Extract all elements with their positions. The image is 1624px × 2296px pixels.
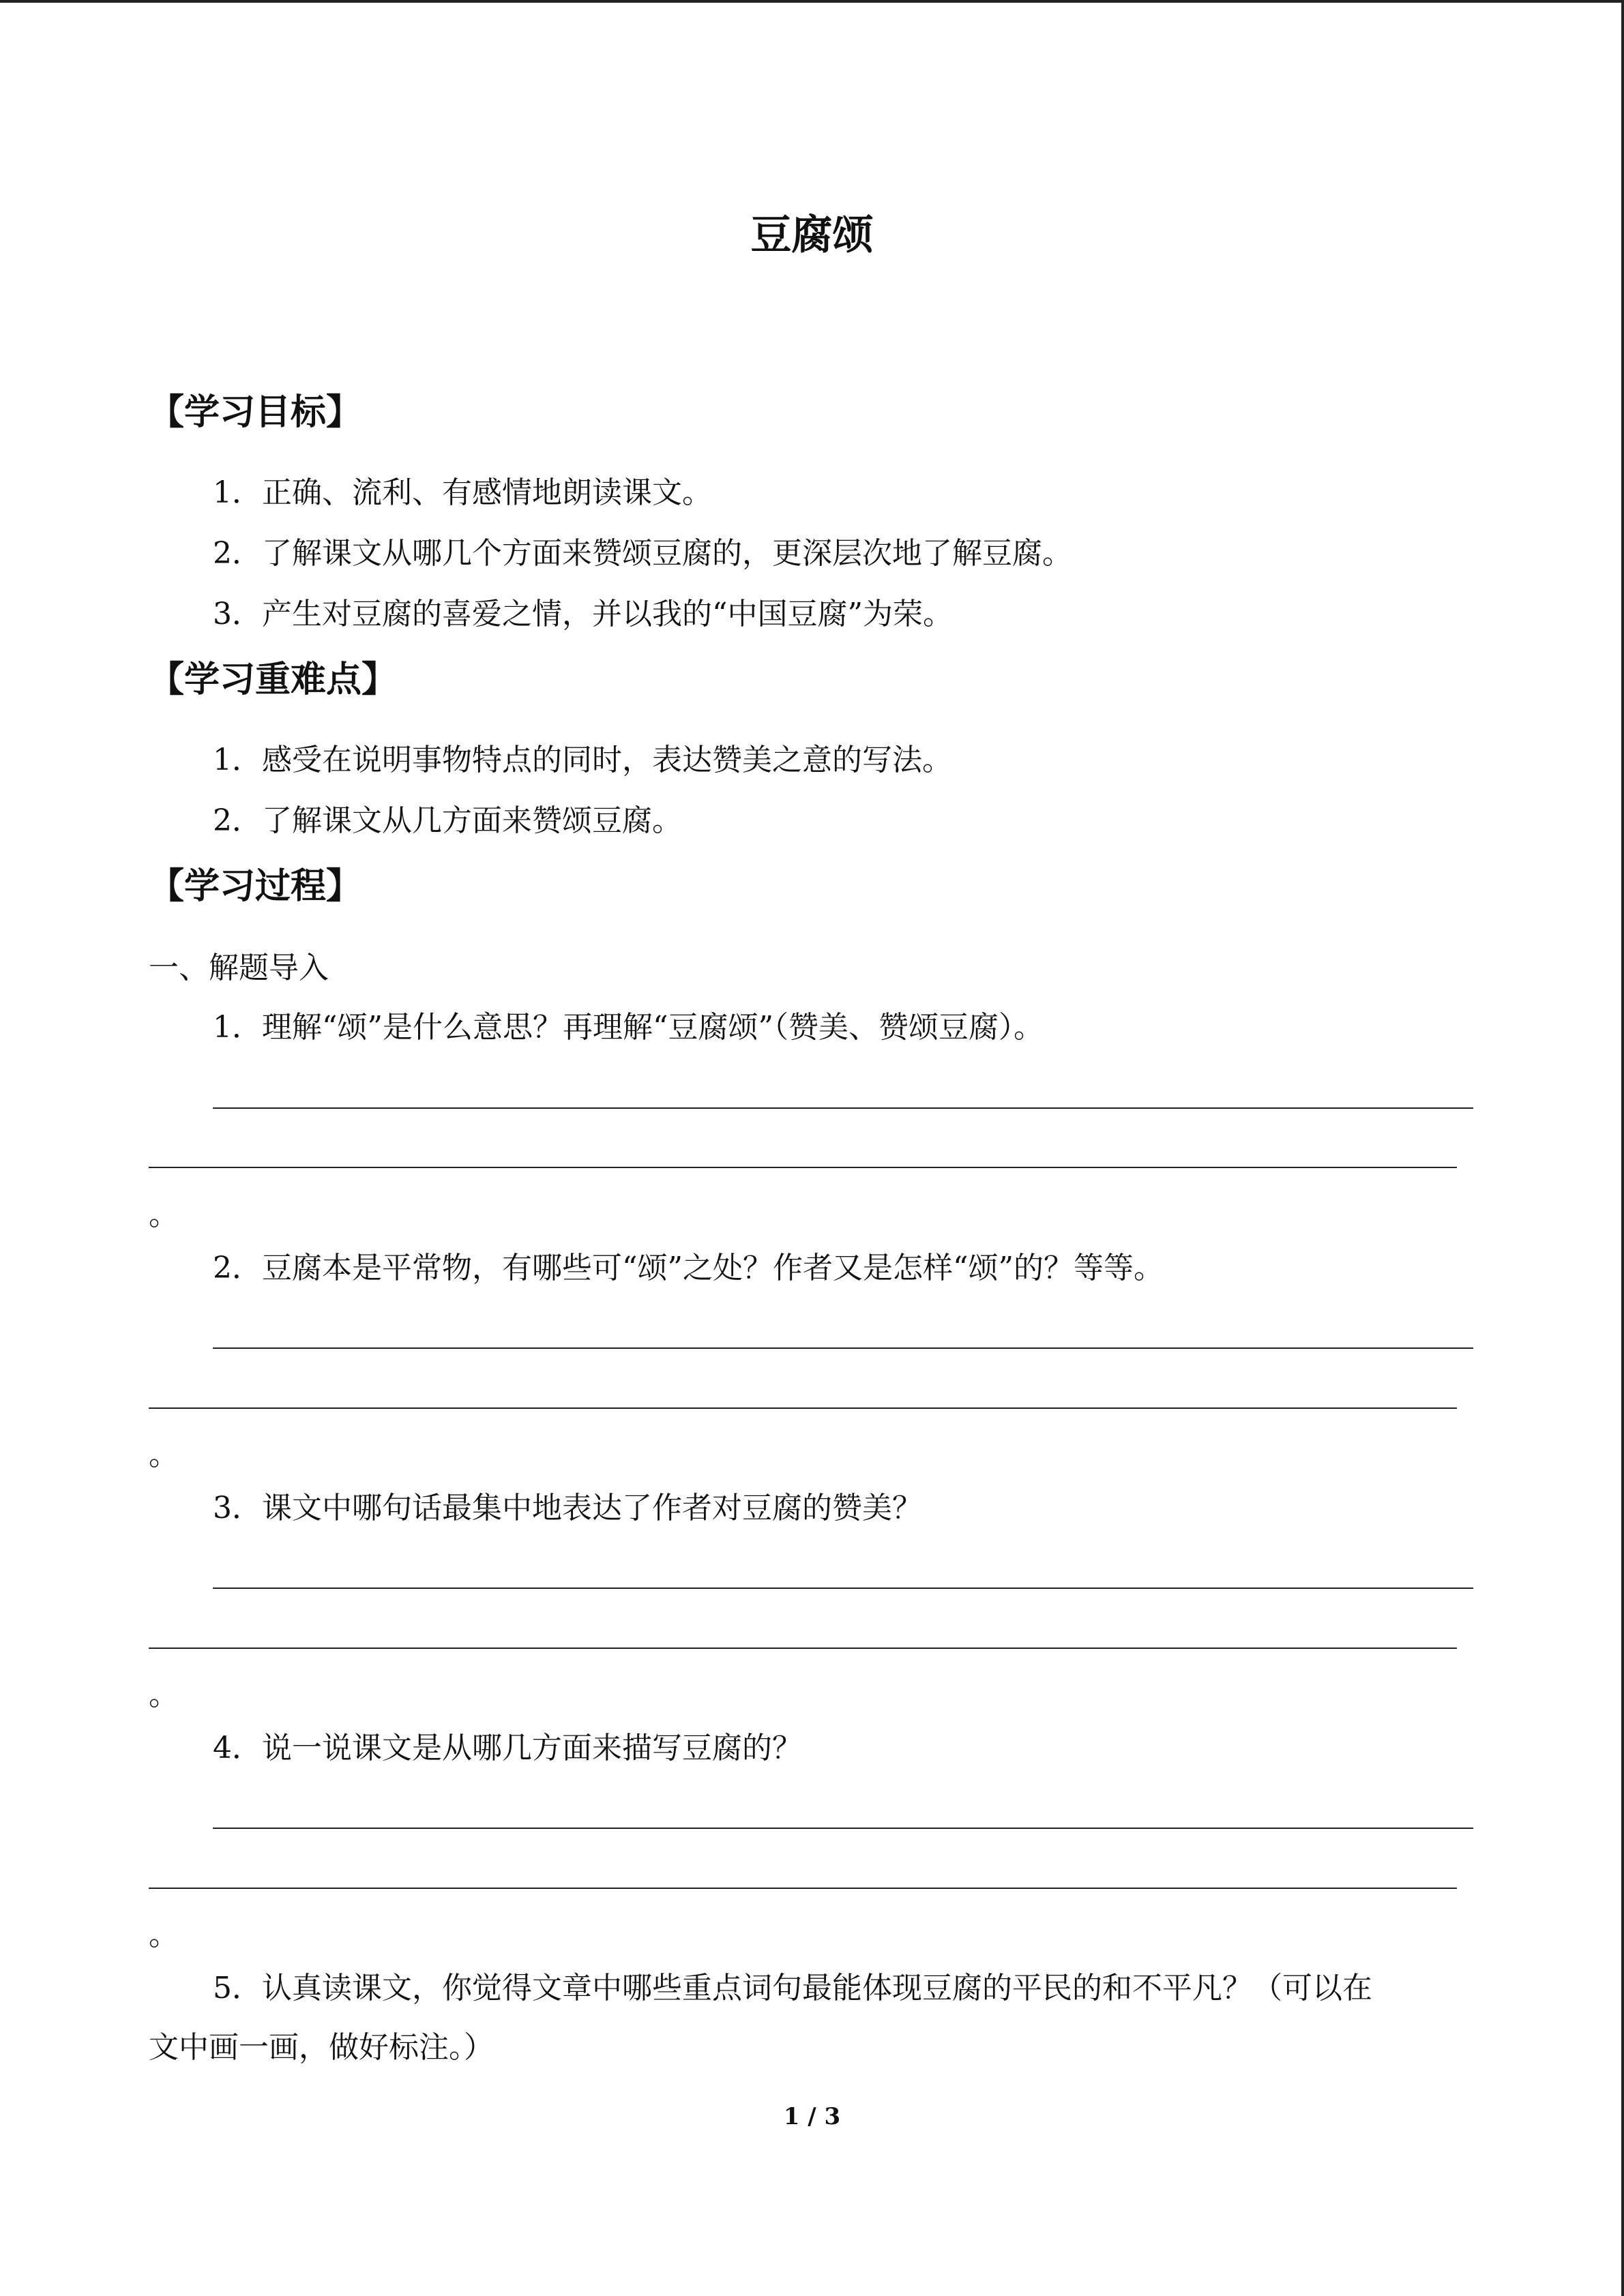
question-5-line-1: 5．认真读课文，你觉得文章中哪些重点词句最能体现豆腐的平民的和不平凡？（可以在 bbox=[213, 1971, 1372, 2006]
question-2: 2．豆腐本是平常物，有哪些可“颂”之处？作者又是怎样“颂”的？等等。 bbox=[213, 1251, 1164, 1285]
page-right-border bbox=[1621, 0, 1624, 2296]
part-one-title: 一、解题导入 bbox=[149, 951, 329, 985]
page-number: 1 / 3 bbox=[783, 2103, 841, 2130]
answer-line bbox=[213, 1828, 1473, 1829]
answer-line bbox=[149, 1888, 1457, 1889]
section-heading-key-points: 【学习重难点】 bbox=[149, 659, 398, 700]
answer-line bbox=[149, 1648, 1457, 1649]
section-heading-objectives: 【学习目标】 bbox=[149, 392, 362, 433]
answer-line bbox=[213, 1587, 1473, 1589]
answer-period: 。 bbox=[149, 1437, 179, 1472]
objective-item: 3．产生对豆腐的喜爱之情，并以我的“中国豆腐”为荣。 bbox=[213, 597, 953, 631]
answer-period: 。 bbox=[149, 1918, 179, 1952]
answer-line bbox=[213, 1107, 1473, 1109]
document-title: 豆腐颂 bbox=[750, 211, 874, 259]
question-3: 3．课文中哪句话最集中地表达了作者对豆腐的赞美？ bbox=[213, 1491, 922, 1525]
section-heading-process: 【学习过程】 bbox=[149, 866, 362, 907]
question-5-line-2: 文中画一画，做好标注。） bbox=[149, 2030, 494, 2065]
answer-line bbox=[213, 1347, 1473, 1349]
objective-item: 2．了解课文从哪几个方面来赞颂豆腐的，更深层次地了解豆腐。 bbox=[213, 536, 1072, 571]
question-4: 4．说一说课文是从哪几方面来描写豆腐的？ bbox=[213, 1731, 802, 1765]
answer-period: 。 bbox=[149, 1197, 179, 1232]
answer-line bbox=[149, 1407, 1457, 1409]
question-1: 1．理解“颂”是什么意思？再理解“豆腐颂”（赞美、赞颂豆腐）。 bbox=[213, 1010, 1044, 1045]
key-point-item: 1．感受在说明事物特点的同时，表达赞美之意的写法。 bbox=[213, 743, 952, 777]
answer-period: 。 bbox=[149, 1678, 179, 1712]
answer-line bbox=[149, 1167, 1457, 1168]
objective-item: 1．正确、流利、有感情地朗读课文。 bbox=[213, 475, 712, 510]
key-point-item: 2．了解课文从几方面来赞颂豆腐。 bbox=[213, 803, 682, 838]
page-top-border bbox=[0, 0, 1624, 3]
